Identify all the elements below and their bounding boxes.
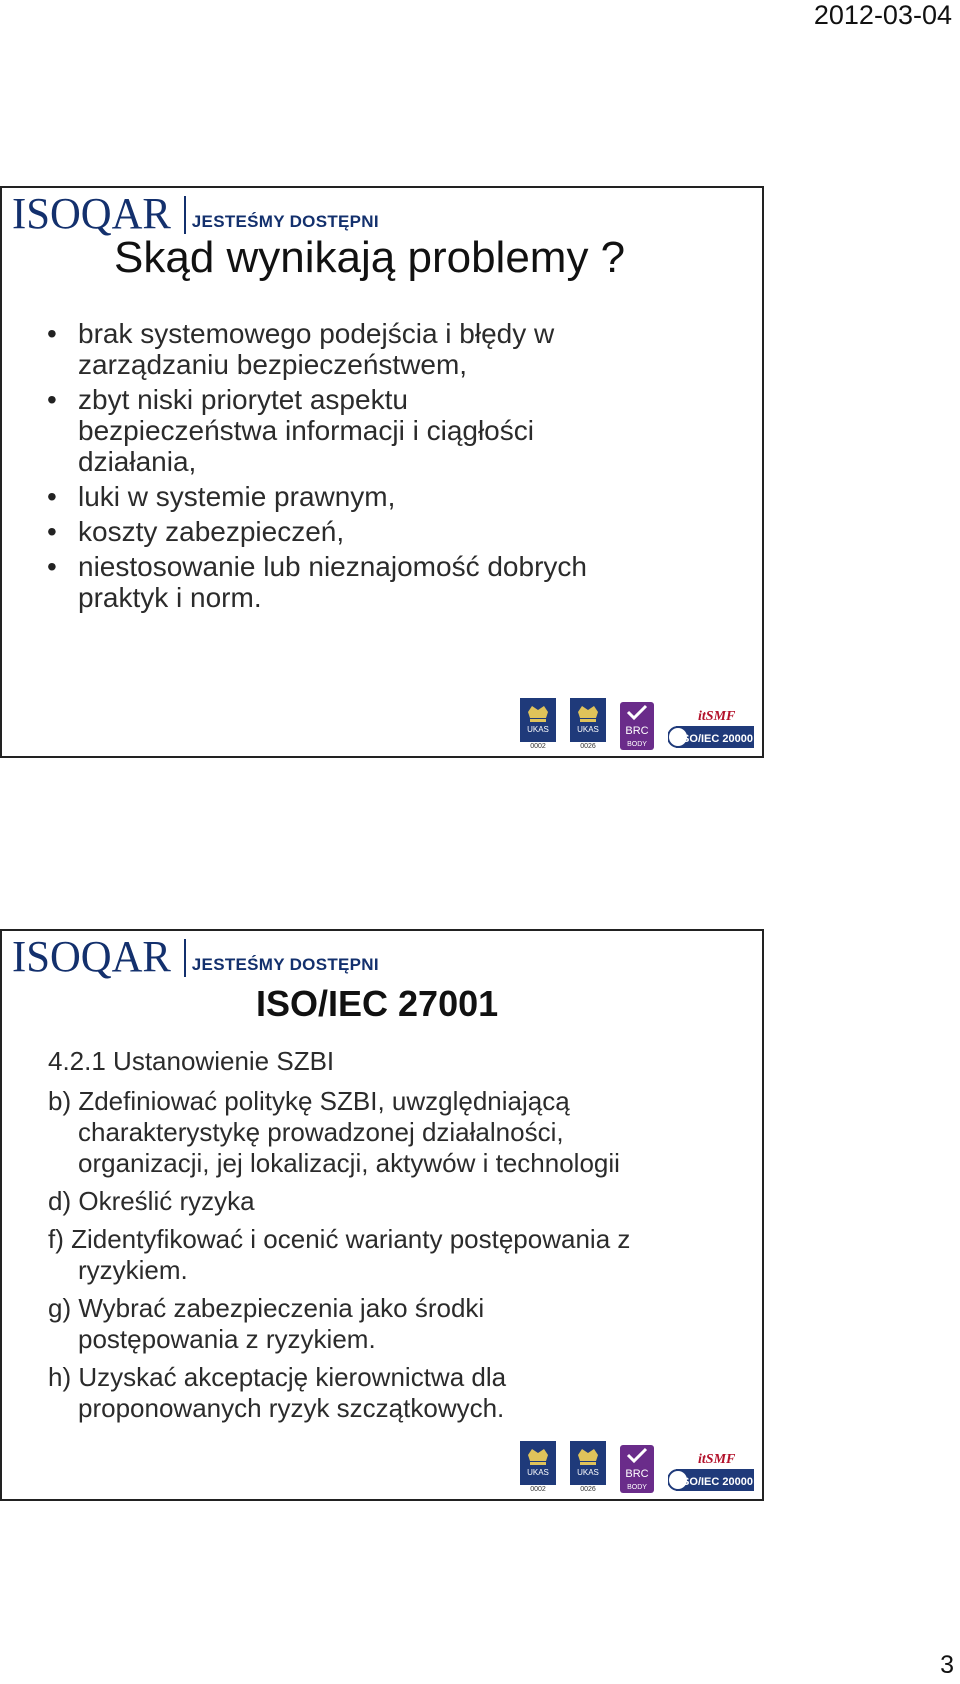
slide-title: ISO/IEC 27001 xyxy=(256,983,499,1024)
clause-list xyxy=(48,1086,748,1431)
ukas-badge: UKAS 0002 xyxy=(520,1441,556,1493)
ukas-badge: UKAS 0002 xyxy=(520,698,556,750)
list-item: g) Wybrać zabezpieczenia jako środki postępowania z ryzykiem. xyxy=(48,1293,485,1354)
ukas-crown-icon xyxy=(570,698,606,742)
isoqar-logo xyxy=(12,932,379,981)
certification-logos xyxy=(520,698,754,750)
list-item: f) Zidentyfikować i ocenić warianty postępowania z ryzykiem. xyxy=(48,1224,631,1285)
svg-text:itSMF: itSMF xyxy=(698,709,736,724)
list-item: d) Określić ryzyka xyxy=(48,1186,255,1216)
logo-divider xyxy=(184,939,186,977)
svg-text:BRC: BRC xyxy=(625,1468,649,1480)
slide-title: Skąd wynikają problemy ? xyxy=(114,233,626,282)
svg-text:itSMF: itSMF xyxy=(698,1452,736,1467)
ukas-crown-icon xyxy=(520,1441,556,1485)
svg-text:ISO/IEC 20000: ISO/IEC 20000 xyxy=(679,1476,753,1488)
list-item: • brak systemowego podejścia i błędy w zarządzaniu bezpieczeństwem, xyxy=(47,318,728,380)
brc-badge-icon xyxy=(620,702,654,750)
ukas-crown-icon xyxy=(520,698,556,742)
logo-tagline: JESTEŚMY DOSTĘPNI xyxy=(191,955,379,974)
certification-logos xyxy=(520,1441,754,1493)
slide-2 xyxy=(0,929,764,1501)
svg-text:UKAS: UKAS xyxy=(527,725,549,734)
isoqar-logo xyxy=(12,189,379,238)
list-item: h) Uzyskać akceptację kierownictwa dla proponowanych ryzyk szczątkowych. xyxy=(48,1362,507,1423)
list-item: • luki w systemie prawnym, xyxy=(47,481,728,512)
svg-text:BRC: BRC xyxy=(625,725,649,737)
logo-wordmark: ISOQAR xyxy=(12,932,171,981)
itsmf-iso20000-icon xyxy=(668,706,754,750)
logo-tagline: JESTEŚMY DOSTĘPNI xyxy=(191,212,379,231)
svg-text:UKAS: UKAS xyxy=(577,1468,599,1477)
itsmf-iso20000-icon xyxy=(668,1449,754,1493)
svg-text:BODY: BODY xyxy=(627,741,647,748)
logo-wordmark: ISOQAR xyxy=(12,189,171,238)
page-date: 2012-03-04 xyxy=(813,0,952,30)
brc-badge-icon xyxy=(620,1445,654,1493)
logo-divider xyxy=(184,196,186,234)
bullet-list xyxy=(47,318,728,617)
ukas-crown-icon xyxy=(570,1441,606,1485)
section-heading: 4.2.1 Ustanowienie SZBI xyxy=(48,1046,335,1076)
ukas-badge: UKAS 0026 xyxy=(570,1441,606,1493)
slide-1 xyxy=(0,186,764,758)
ukas-badge: UKAS 0026 xyxy=(570,698,606,750)
svg-text:UKAS: UKAS xyxy=(527,1468,549,1477)
svg-text:ISO/IEC 20000: ISO/IEC 20000 xyxy=(679,733,753,745)
list-item: b) Zdefiniować politykę SZBI, uwzględniającą charakterystykę prowadzonej działalności, organizacji, jej lokalizacji, aktywów i technologii xyxy=(48,1086,620,1178)
svg-text:UKAS: UKAS xyxy=(577,725,599,734)
list-item: • koszty zabezpieczeń, xyxy=(47,516,728,547)
page-number: 3 xyxy=(940,1651,954,1679)
list-item: • niestosowanie lub nieznajomość dobrych praktyk i norm. xyxy=(47,551,728,613)
svg-text:BODY: BODY xyxy=(627,1484,647,1491)
list-item: • zbyt niski priorytet aspektu bezpieczeństwa informacji i ciągłości działania, xyxy=(47,384,728,477)
